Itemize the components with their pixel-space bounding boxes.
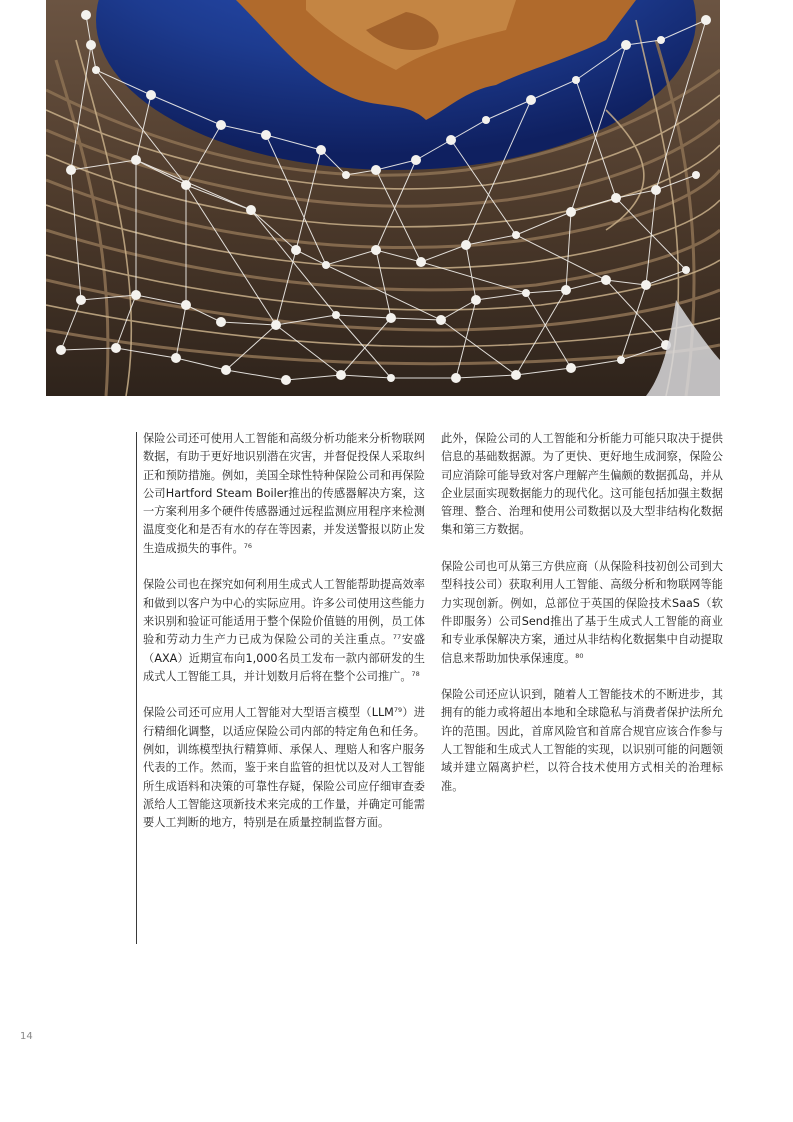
paragraph-text: 此外，保险公司的人工智能和分析能力可能只取决于提供信息的基础数据源。为了更快、更好地生成洞察，保险公司应消除可能导致对客户理解产生偏颇的数据孤岛，并从企业层面实现数据能力的现代化。这可能包括加强主数据管理、整合、治理和使用公司数据以及大型非结构化数据集和第三方数据。 — [441, 432, 723, 537]
paragraph — [143, 704, 425, 832]
footnote-ref: 76 — [243, 541, 252, 550]
paragraph-text: ）进行精细化调整，以适应保险公司内部的特定角色和任务。例如，训练模型执行精算师、承保人、理赔人和客户服务代表的工作。然而，鉴于来自监管的担忧以及对人工智能所生成语料和决策的可靠性存疑，保险公司应仔细审查委派给人工智能这项新技术来完成的工作量，并确定可能需要人工判断的地方，特别是在质量控制监督方面。 — [143, 706, 425, 830]
footnote-ref: 78 — [411, 669, 420, 678]
paragraph-text: 保险公司也在探究如何利用生成式人工智能帮助提高效率和做到以客户为中心的实际应用。许多公司使用这些能力来识别和验证可能适用于整个保险价值链的用例，员工体验和劳动力生产力已成为保险公司的关注重点。 — [143, 578, 425, 647]
paragraph — [143, 576, 425, 686]
column-divider-rule — [136, 432, 137, 944]
paragraph-text: 保险公司还可应用人工智能对大型语言模型（LLM — [143, 706, 394, 720]
paragraph — [441, 430, 723, 540]
paragraph-text: 保险公司还应认识到，随着人工智能技术的不断进步，其拥有的能力或将超出本地和全球隐私与消费者保护法所允许的范围。因此，首席风险官和首席合规官应该合作参与人工智能和生成式人工智能的实现，以识别可能的问题领域并建立隔离护栏，以符合技术使用方式相关的治理标准。 — [441, 688, 723, 793]
paragraph-text: 保险公司也可从第三方供应商（从保险科技初创公司到大型科技公司）获取利用人工智能、高级分析和物联网等能力实现创新。例如，总部位于英国的保险技术SaaS（软件即服务）公司Send推出了基于生成式人工智能的商业和专业承保解决方案，通过从非结构化数据集中自动提取信息来帮助加快承保速度。 — [441, 560, 723, 665]
paragraph — [143, 430, 425, 558]
left-text-column — [143, 430, 425, 851]
paragraph-text: 保险公司还可使用人工智能和高级分析功能来分析物联网数据，有助于更好地识别潜在灾害，并督促投保人采取纠正和预防措施。例如，美国全球性特种保险公司和再保险公司Hartford Steam Boiler推出的传感器解决方案，这一方案利用多个硬件传感器通过远程监测应用程序来检测温度变化和是否有水的存在等因素，并发送警报以防止发生造成损失的事件。 — [143, 432, 425, 555]
page-number: 14 — [20, 1031, 33, 1042]
footnote-ref: 80 — [575, 651, 584, 660]
paragraph — [441, 686, 723, 796]
paragraph-text: 安盛（AXA）近期宣布向1,000名员工发布一款内部研发的生成式人工智能工具，并计划数月后将在整个公司推广。 — [143, 633, 425, 683]
footnote-ref: 79 — [393, 706, 403, 715]
hero-image — [46, 0, 720, 396]
paragraph — [441, 558, 723, 668]
right-text-column — [441, 430, 723, 814]
footnote-ref: 77 — [392, 633, 402, 642]
globe-in-nest-network-image — [46, 0, 720, 396]
